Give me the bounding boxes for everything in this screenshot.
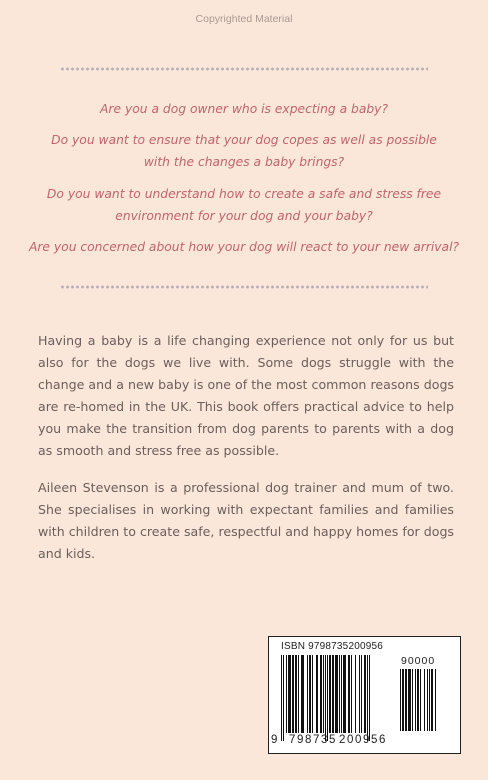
barcode-bar <box>408 669 411 731</box>
barcode-bar <box>364 655 366 733</box>
barcode-bar <box>417 669 419 731</box>
barcode-bar <box>431 669 433 731</box>
barcode-bar <box>327 655 328 741</box>
barcode-bar <box>343 655 346 733</box>
barcode-bar <box>295 655 297 733</box>
book-description: Having a baby is a life changing experience not only for us but also for the dogs we live with. Some dogs struggle with the change and a new baby is one of the most common reasons dogs are re-homed in the UK. This book offers practical advice to help you make the transition from dog parents to parents with a dog as smooth and stress free as possible. <box>38 333 454 458</box>
barcode-bar <box>369 655 370 741</box>
question-3: Do you want to understand how to create a safe and stress free environment for your dog and your baby? <box>46 187 442 223</box>
isbn-label: ISBN 9798735200956 <box>281 641 384 652</box>
barcode-box <box>268 636 461 754</box>
question-4: Are you concerned about how your dog will react to your new arrival? <box>28 240 460 254</box>
barcode-bar <box>367 655 368 741</box>
barcode-bar <box>341 655 342 733</box>
barcode-bar <box>335 655 338 733</box>
barcode-bar <box>420 669 421 731</box>
barcode-bar <box>427 669 428 731</box>
barcode-bar <box>351 655 352 733</box>
barcode-supplement-number: 90000 <box>401 655 436 667</box>
barcode-main <box>281 655 395 741</box>
barcode-bar <box>309 655 311 733</box>
barcode-bar <box>292 655 294 733</box>
barcode-digits-group2: 200956 <box>339 734 387 746</box>
barcode-bar <box>400 669 401 731</box>
barcode-bar <box>301 655 304 733</box>
barcode-bar <box>329 655 331 733</box>
dotted-divider-bottom <box>60 285 428 289</box>
barcode-bar <box>320 655 322 733</box>
author-bio: Aileen Stevenson is a professional dog trainer and mum of two. She specialises in working with expectant families and families with children to create safe, respectful and happy homes for dogs and kids. <box>38 480 454 561</box>
barcode-bar <box>348 655 350 733</box>
barcode-bar <box>415 669 416 731</box>
barcode-bar <box>424 669 425 731</box>
barcode-bar <box>339 655 340 733</box>
barcode-supplement <box>400 669 452 733</box>
dotted-divider-top <box>60 67 428 71</box>
barcode-bar <box>286 655 287 733</box>
question-2: Do you want to ensure that your dog copes as well as possible with the changes a baby brings? <box>51 133 437 169</box>
barcode-digits-group1: 798735 <box>289 734 337 746</box>
barcode-bar <box>288 655 291 733</box>
barcode-digit-first: 9 <box>271 734 279 746</box>
barcode-bar <box>435 669 436 731</box>
barcode-bar <box>283 655 284 741</box>
barcode-bar <box>405 669 407 731</box>
barcode-bar <box>355 655 356 733</box>
question-1: Are you a dog owner who is expecting a baby? <box>100 102 388 116</box>
copyright-notice: Copyrighted Material <box>195 13 293 25</box>
barcode-bar <box>332 655 334 733</box>
barcode-bar <box>402 669 404 731</box>
barcode-bar <box>316 655 318 733</box>
barcode-bar <box>325 655 326 741</box>
barcode-bar <box>312 655 313 733</box>
barcode-bar <box>359 655 360 733</box>
barcode-bar <box>323 655 324 733</box>
barcode-bar <box>412 669 413 731</box>
barcode-bar <box>429 669 430 731</box>
barcode-bar <box>361 655 362 733</box>
barcode-bar <box>298 655 299 733</box>
barcode-bar <box>281 655 282 741</box>
barcode-bar <box>307 655 308 733</box>
